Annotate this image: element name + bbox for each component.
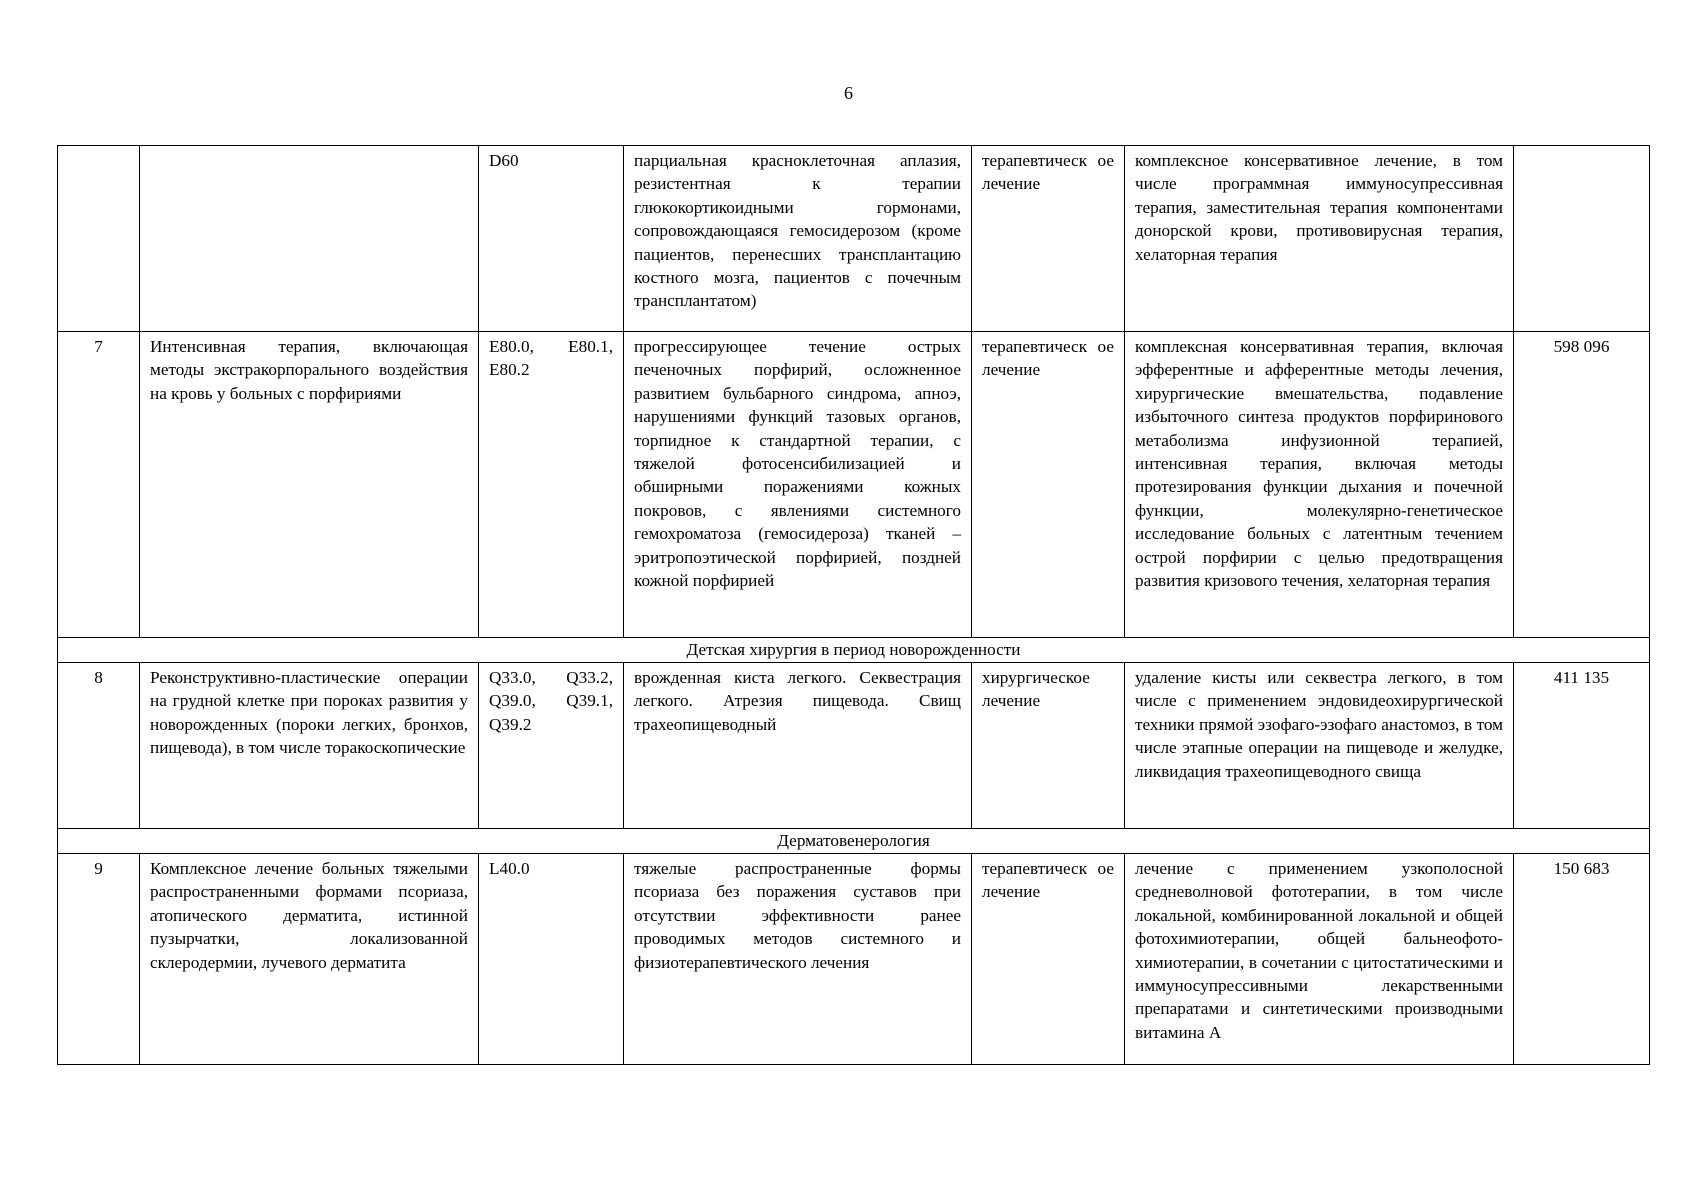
treatment-table — [57, 145, 1650, 1065]
section-title: Детская хирургия в период новорожденности — [58, 638, 1650, 663]
patient-model-cell: тяжелые распространенные формы псориаза без поражения суставов при отсутствии эффективности ранее проводимых методов системного и физиотерапевтического лечения — [624, 854, 972, 1065]
icd-codes-cell: Q33.0, Q33.2, Q39.0, Q39.1, Q39.2 — [479, 663, 624, 829]
treatment-method-cell: лечение с применением узкополосной средневолновой фототерапии, в том числе локальной, комбинированной локальной и общей фотохимиотерапии, общей бальнеофото-химиотерапии, в сочетании с цитостатическими и иммуносупрессивными лекарственными препаратами и синтетическими производными витамина А — [1125, 854, 1514, 1065]
icd-codes-cell: L40.0 — [479, 854, 624, 1065]
price-cell — [1514, 146, 1650, 332]
section-header-row — [58, 829, 1650, 854]
table-row — [58, 146, 1650, 332]
treatment-method-cell: удаление кисты или секвестра легкого, в том числе с применением эндовидеохирургической техники прямой эзофаго-эзофаго анастомоз, в том числе этапные операции на пищеводе и желудке, ликвидация трахеопищеводного свища — [1125, 663, 1514, 829]
section-header-row — [58, 638, 1650, 663]
table-row — [58, 663, 1650, 829]
care-type-cell: Комплексное лечение больных тяжелыми распространенными формами псориаза, атопического дерматита, истинной пузырчатки, локализованной склеродермии, лучевого дерматита — [140, 854, 479, 1065]
care-type-cell: Интенсивная терапия, включающая методы экстракорпорального воздействия на кровь у больных с порфириями — [140, 332, 479, 638]
care-type-cell — [140, 146, 479, 332]
treatment-method-cell: комплексное консервативное лечение, в том числе программная иммуносупрессивная терапия, заместительная терапия компонентами донорской крови, противовирусная терапия, хелаторная терапия — [1125, 146, 1514, 332]
treatment-type-cell: терапевтическ ое лечение — [972, 332, 1125, 638]
treatment-type-cell: терапевтическ ое лечение — [972, 146, 1125, 332]
row-number-cell — [58, 146, 140, 332]
icd-codes-cell: D60 — [479, 146, 624, 332]
treatment-type-cell: хирургическое лечение — [972, 663, 1125, 829]
price-cell: 411 135 — [1514, 663, 1650, 829]
patient-model-cell: прогрессирующее течение острых печеночных порфирий, осложненное развитием бульбарного синдрома, апноэ, нарушениями функций тазовых органов, торпидное к стандартной терапии, с тяжелой фотосенсибилизацией и обширными поражениями кожных покровов, с явлениями системного гемохроматоза (гемосидероза) тканей – эритропоэтической порфирией, поздней кожной порфирией — [624, 332, 972, 638]
treatment-method-cell: комплексная консервативная терапия, включая эфферентные и афферентные методы лечения, хирургические вмешательства, подавление избыточного синтеза продуктов порфиринового метаболизма инфузионной терапией, интенсивная терапия, включая методы протезирования функции дыхания и почечной функции, молекулярно-генетическое исследование больных с латентным течением острой порфирии с целью предотвращения развития кризового течения, хелаторная терапия — [1125, 332, 1514, 638]
treatment-type-cell: терапевтическ ое лечение — [972, 854, 1125, 1065]
care-type-cell: Реконструктивно-пластические операции на грудной клетке при пороках развития у новорожденных (пороки легких, бронхов, пищевода), в том числе торакоскопические — [140, 663, 479, 829]
patient-model-cell: парциальная красноклеточная аплазия, резистентная к терапии глюкокортикоидными гормонами, сопровождающаяся гемосидерозом (кроме пациентов, перенесших трансплантацию костного мозга, пациентов с почечным трансплантатом) — [624, 146, 972, 332]
icd-codes-cell: E80.0, E80.1, E80.2 — [479, 332, 624, 638]
row-number-cell: 8 — [58, 663, 140, 829]
section-title: Дерматовенерология — [58, 829, 1650, 854]
price-cell: 150 683 — [1514, 854, 1650, 1065]
row-number-cell: 7 — [58, 332, 140, 638]
price-cell: 598 096 — [1514, 332, 1650, 638]
table-row — [58, 332, 1650, 638]
patient-model-cell: врожденная киста легкого. Секвестрация легкого. Атрезия пищевода. Свищ трахеопищеводный — [624, 663, 972, 829]
page-number: 6 — [844, 83, 853, 103]
row-number-cell: 9 — [58, 854, 140, 1065]
table-row — [58, 854, 1650, 1065]
